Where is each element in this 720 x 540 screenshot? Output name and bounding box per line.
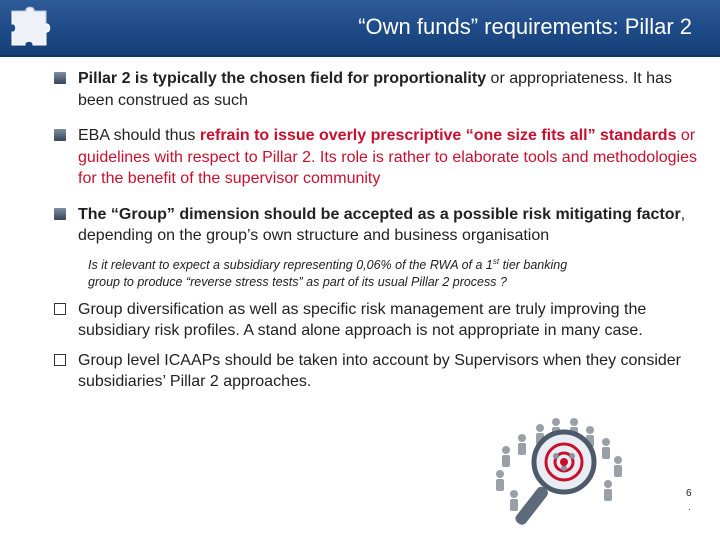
bullet-item [54,204,702,247]
square-bullet-icon [54,72,66,84]
sub-bullet-item [54,299,702,342]
bullet-item [54,68,702,111]
bullet-text: , depending on the group’s own structure and business organisation [78,205,686,244]
checkbox-bullet-icon [54,303,66,315]
puzzle-piece-icon [6,3,54,49]
question-line-1-end: tier banking [499,257,568,272]
question-note [54,253,702,291]
bullet-item [54,125,702,190]
sub-bullet-item [54,350,702,393]
checkbox-bullet-icon [54,354,66,366]
question-line-1: Is it relevant to expect a subsidiary representing 0,06% of the RWA of a 1 [88,257,493,272]
question-line-2: group to produce “reverse stress tests” as part of its usual Pillar 2 process ? [88,274,507,289]
page-number-dot: . [688,502,691,513]
bullet-text: or appropriateness. It has been construed as such [78,70,672,109]
question-superscript: st [492,256,500,266]
slide-title: “Own funds” requirements: Pillar 2 [358,14,692,39]
sub-bullet-text: Group level ICAAPs should be taken into account by Supervisors when they consider subsidiaries’ Pillar 2 approaches. [78,351,681,391]
bullet-bold-text: The “Group” dimension should be accepted as a possible risk mitigating factor [78,205,681,223]
square-bullet-icon [54,208,66,220]
bullet-text: EBA should thus [78,127,200,144]
bullet-highlight-text: refrain to issue overly prescriptive “one size fits all” standards [199,127,677,144]
square-bullet-icon [54,129,66,141]
bullet-red-text: or guidelines with respect to Pillar 2. Its role is rather to elaborate tools and methodologies for the benefit of the supervisor community [78,127,698,187]
sub-bullet-text: Group diversification as well as specific risk management are truly improving the subsidiary risk profiles. A stand alone approach is not appropriate in many case. [78,300,647,340]
page-number: 6 [686,488,692,499]
slide-content [54,64,702,393]
bullet-bold-text: Pillar 2 is typically the chosen field for proportionality [78,70,487,87]
slide-header [0,0,720,57]
magnifier-crowd-target-icon [486,410,636,538]
